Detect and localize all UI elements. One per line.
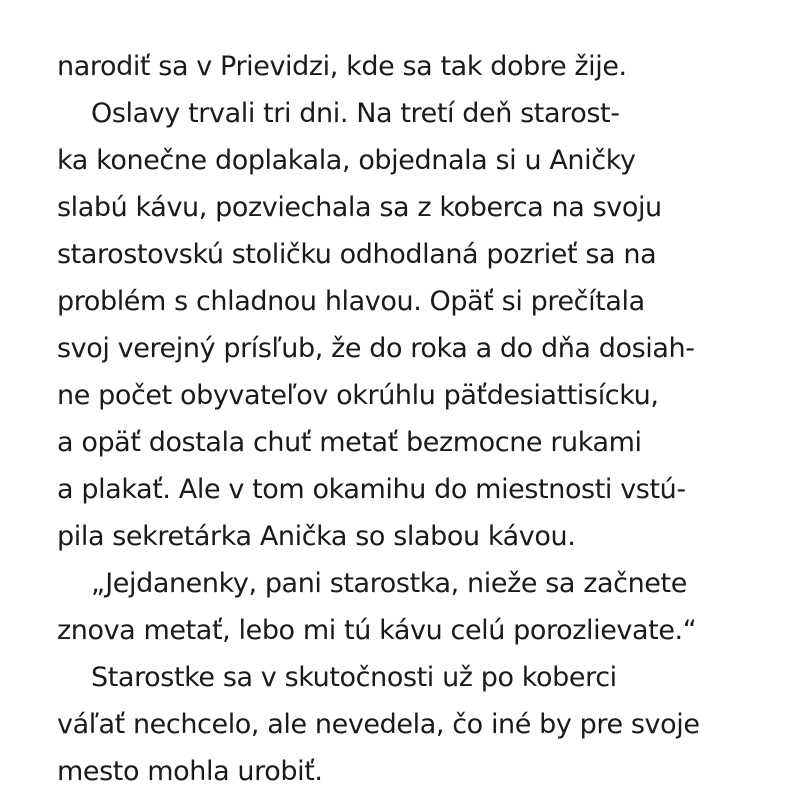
text-line: ka konečne doplakala, objednala si u Aničky — [57, 145, 636, 176]
text-line: narodiť sa v Prievidzi, kde sa tak dobre žije. — [57, 51, 627, 82]
text-line: ne počet obyvateľov okrúhlu päťdesiattisícku, — [57, 380, 659, 411]
text-line: svoj verejný prísľub, že do roka a do dňa dosiah- — [57, 333, 695, 364]
text-line: starostovskú stoličku odhodlaná pozrieť sa na — [57, 239, 657, 270]
text-line: problém s chladnou hlavou. Opäť si prečítala — [57, 286, 645, 317]
paragraph-start-line: Starostke sa v skutočnosti už po koberci — [91, 662, 617, 693]
text-line: pila sekretárka Anička so slabou kávou. — [57, 521, 576, 552]
text-line: slabú kávu, pozviechala sa z koberca na svoju — [57, 192, 662, 223]
text-line: a opäť dostala chuť metať bezmocne rukami — [57, 427, 642, 458]
text-line: znova metať, lebo mi tú kávu celú porozlievate.“ — [57, 615, 697, 646]
text-line: váľať nechcelo, ale nevedela, čo iné by pre svoje — [57, 709, 700, 740]
paragraph-start-line: „Jejdanenky, pani starostka, nieže sa začnete — [91, 568, 687, 599]
text-line: mesto mohla urobiť. — [57, 756, 323, 787]
paragraph-start-line: Oslavy trvali tri dni. Na tretí deň starost- — [91, 98, 620, 129]
text-line: a plakať. Ale v tom okamihu do miestnosti vstú- — [57, 474, 686, 505]
